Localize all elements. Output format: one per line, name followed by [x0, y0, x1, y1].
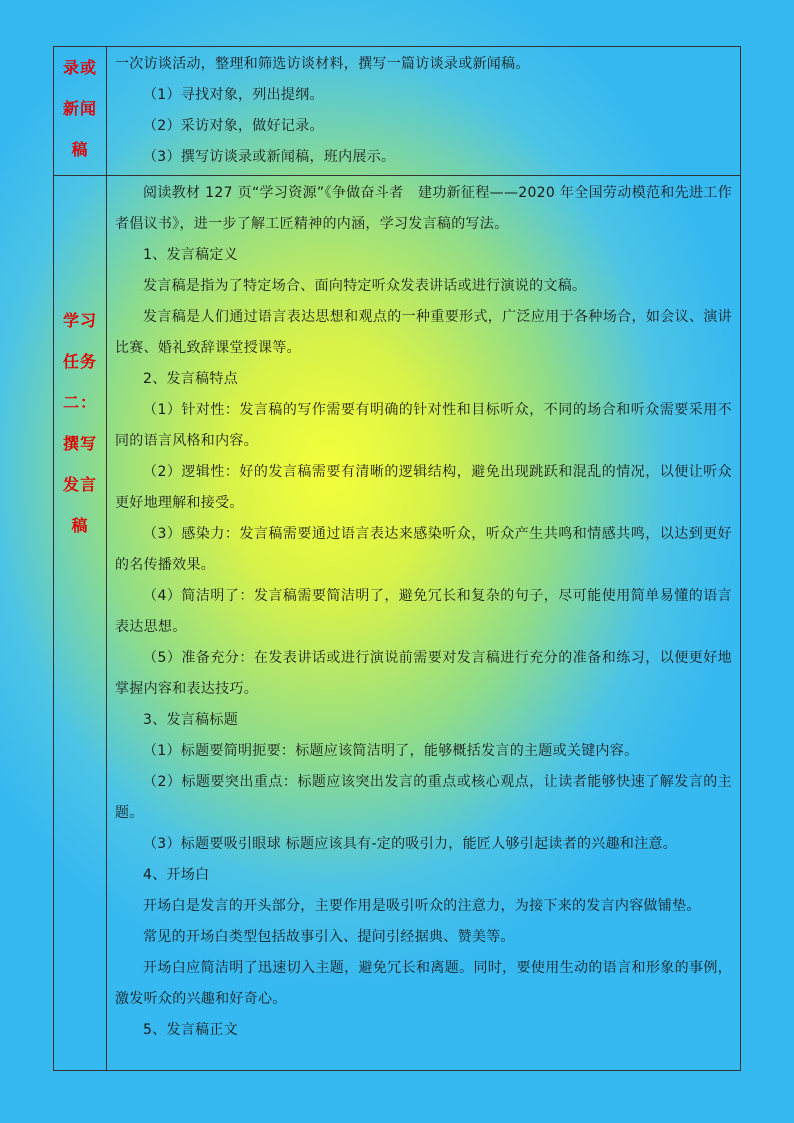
- heading-body: 5、发言稿正文: [143, 1022, 239, 1038]
- section-content-cell: [107, 176, 741, 1071]
- section-label-cell: [54, 47, 107, 176]
- section-label: [54, 300, 106, 546]
- label-line: 发言: [62, 475, 97, 494]
- paragraph: （1）寻找对象，列出提纲。: [143, 87, 324, 103]
- paragraph: （2）采访对象，做好记录。: [143, 118, 324, 134]
- paragraph: 开场白应简洁明了迅速切入主题，避免冗长和离题。同时，要使用生动的语言和形象的事例，激发听众的兴趣和好奇心。: [115, 960, 732, 1007]
- table-row-interview: [54, 47, 741, 176]
- heading-title: 3、发言稿标题: [143, 712, 239, 728]
- paragraph: 开场白是发言的开头部分，主要作用是吸引听众的注意力，为接下来的发言内容做铺垫。: [143, 898, 701, 914]
- paragraph: （3）标题要吸引眼球 标题应该具有-定的吸引力，能匠人够引起读者的兴趣和注意。: [143, 836, 678, 852]
- paragraph: （2）逻辑性：好的发言稿需要有清晰的逻辑结构，避免出现跳跃和混乱的情况，以便让听众更好地理解和接受。: [115, 464, 732, 511]
- label-line: 任务: [62, 352, 97, 371]
- label-line: 撰写: [62, 434, 97, 453]
- paragraph: （5）准备充分：在发表讲话或进行演说前需要对发言稿进行充分的准备和练习，以便更好地掌握内容和表达技巧。: [115, 650, 732, 697]
- paragraph: （4）简洁明了：发言稿需要简洁明了，避免冗长和复杂的句子，尽可能使用简单易懂的语言表达思想。: [115, 588, 732, 635]
- label-line: 录或: [62, 58, 97, 77]
- paragraph: （2）标题要突出重点：标题应该突出发言的重点或核心观点，让读者能够快速了解发言的主题。: [115, 774, 732, 821]
- lesson-table: [53, 46, 741, 1071]
- paragraph: （3）感染力：发言稿需要通过语言表达来感染听众，听众产生共鸣和情感共鸣，以达到更好的名传播效果。: [115, 526, 732, 573]
- paragraph: 一次访谈活动，整理和筛选访谈材料，撰写一篇访谈录或新闻稿。: [115, 56, 530, 72]
- paragraph: 发言稿是指为了特定场合、面向特定听众发表讲话或进行演说的文稿。: [143, 278, 587, 294]
- label-line: 学习: [62, 311, 97, 330]
- paragraph: 常见的开场白类型包括故事引入、提问引经据典、赞美等。: [143, 929, 515, 945]
- table-row-task-two: [54, 176, 741, 1071]
- paragraph: 阅读教材 127 页“学习资源”《争做奋斗者 建功新征程——2020 年全国劳动模范和先进工作者倡议书》，进一步了解工匠精神的内涵，学习发言稿的写法。: [115, 185, 732, 232]
- section-content-cell: [107, 47, 741, 176]
- label-line: 稿: [71, 140, 89, 159]
- label-line: 新闻: [62, 99, 97, 118]
- paragraph: （3）撰写访谈录或新闻稿，班内展示。: [143, 149, 396, 165]
- heading-features: 2、发言稿特点: [143, 371, 239, 387]
- heading-opening: 4、开场白: [143, 867, 210, 883]
- label-line: 二：: [62, 393, 97, 412]
- section-label-cell: [54, 176, 107, 1071]
- heading-definition: 1、发言稿定义: [143, 247, 239, 263]
- paragraph: （1）标题要简明扼要：标题应该简洁明了，能够概括发言的主题或关键内容。: [143, 743, 639, 759]
- section-label: [54, 47, 106, 170]
- paragraph: 发言稿是人们通过语言表达思想和观点的一种重要形式，广泛应用于各种场合，如会议、演讲比赛、婚礼致辞课堂授课等。: [115, 309, 732, 356]
- label-line: 稿: [71, 516, 89, 535]
- paragraph: （1）针对性：发言稿的写作需要有明确的针对性和目标听众，不同的场合和听众需要采用不同的语言风格和内容。: [115, 402, 732, 449]
